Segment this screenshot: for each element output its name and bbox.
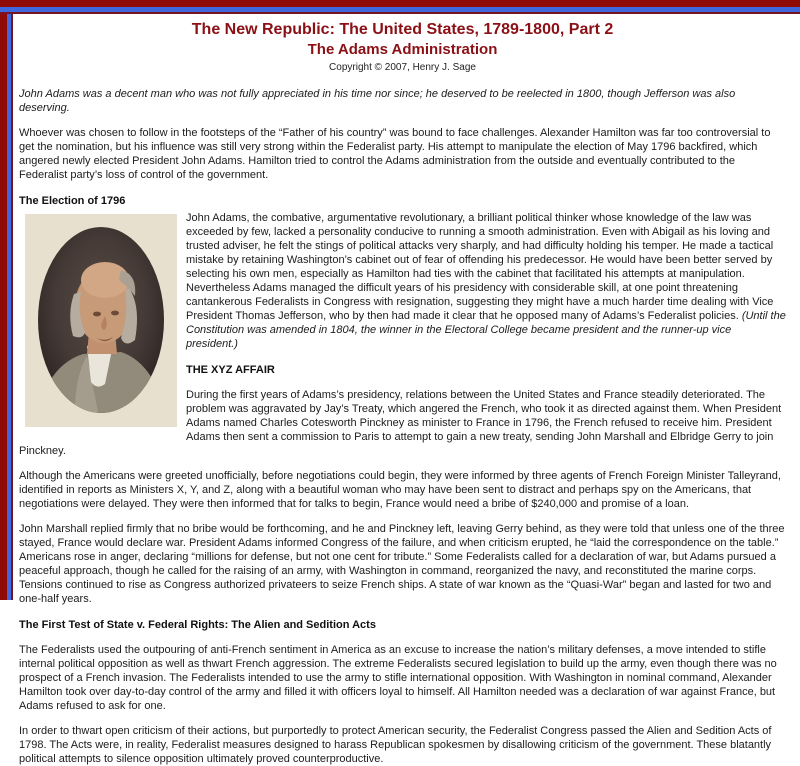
paragraph-although-americans: Although the Americans were greeted unofficially, before negotiations could begin, they were informed by three agents of French Foreign Minister Talleyrand, identified in reports as Ministers X, Y, and Z, along with a beautiful woman who may have been sent to distract and perhaps spy on the Americans, that negotiations were delayed. They were then informed that for talks to begin, France would need a bribe of $240,000 and promise of a loan. — [19, 470, 781, 510]
intro-note: John Adams was a decent man who was not fully appreciated in his time nor since; he deserved to be reelected in 1800, though Jefferson was also deserving. — [19, 88, 736, 114]
copyright-line: Copyright © 2007, Henry J. Sage — [329, 62, 476, 73]
election-section — [19, 211, 786, 511]
page-frame-top-inner — [0, 12, 800, 14]
page-frame-top-outer — [0, 0, 800, 7]
john-adams-portrait-image — [25, 214, 177, 427]
title-block — [19, 20, 786, 74]
section-heading-xyz-affair: THE XYZ AFFAIR — [186, 364, 275, 376]
paragraph-adams-main: John Adams, the combative, argumentative revolutionary, a brilliant political thinker whose knowledge of the law was exceeded by few, lacked a personality conducive to running a smooth administration. Even with Abigail as his loving and trusted adviser, he felt the stings of political attacks very sharply, and had difficulty holding his temper. He made a tactical mistake by retaining Washington’s cabinet out of fear of offending his predecessor. He would have been better served by selecting his own men, especially as Hamilton had ties with the cabinet that facilitated his attempts at manipulation. Nevertheless Adams managed the difficult years of his presidency with considerable skill, at one point threatening cantankerous Federalists in Congress with resignation, suggesting they might have a much harder time dealing with Vice President Thomas Jefferson, who by then had made it clear that he opposed many of Adams’s Federalist policies. — [186, 212, 774, 322]
paragraph-adams-italic-note: (Until the Constitution was amended in 1804, the winner in the Electoral College became president and the runner-up vice president.) — [186, 310, 786, 350]
paragraph-whoever: Whoever was chosen to follow in the footsteps of the “Father of his country” was bound to face challenges. Alexander Hamilton was far too controversial to get the nomination, but his influence was still very strong within the Federalist party. His attempt to manipulate the election of May 1796 backfired, which angered newly elected President John Adams. Hamilton tried to control the Adams administration from the outside and eventually contributed to the Federalist party’s loss of control of the government. — [19, 127, 771, 181]
paragraph-marshall-replied: John Marshall replied firmly that no bribe would be forthcoming, and he and Pinckney left, leaving Gerry behind, as they were told that unless one of the three stayed, France would declare war. President Adams informed Congress of the failure, and when criticism erupted, he “laid the correspondence on the table.” Americans rose in anger, declaring “millions for defense, but not one cent for tribute.” Some Federalists called for a declaration of war, but Adams pursued a peaceful approach, though he called for the raising of an army, with Washington in command, reorganized the navy, and reconstituted the marine corps. Tensions continued to rise as Congress authorized privateers to seize French ships. A state of war known as the “Quasi-War” began and lasted for two and one-half years. — [19, 523, 785, 605]
page-title: The New Republic: The United States, 1789-1800, Part 2 — [191, 21, 614, 38]
paragraph-in-order-to-thwart: In order to thwart open criticism of their actions, but purportedly to protect American security, the Federalist Congress passed the Alien and Sedition Acts of 1798. The Acts were, in reality, Federalist measures designed to harass Republican spokesmen by disallowing criticism of the government. These blatantly political attempts to silence opposition ultimately proved counterproductive. — [19, 725, 772, 765]
document-body — [13, 14, 800, 765]
page-subtitle: The Adams Administration — [307, 41, 498, 58]
page-frame-left-outer — [0, 0, 7, 600]
paragraph-during-first-years: During the first years of Adams’s presidency, relations between the United States and France steadily deteriorated. The problem was aggravated by Jay’s Treaty, which angered the French, who took it as directed against them. When President Adams named Charles Cotesworth Pinckney as minister to France in 1796, the French refused to receive him. President Adams then sent a commission to Paris to attempt to gain a new treaty, sending John Marshall and Elbridge Gerry to join Pinckney. — [19, 389, 782, 457]
page-frame-left-inner — [11, 12, 13, 600]
paragraph-federalists-used: The Federalists used the outpouring of anti-French sentiment in America as an excuse to increase the nation’s military defenses, a move intended to stifle internal political opposition as well as thwart French aggression. The extreme Federalists secured legislation to build up the army, even though there was no prospect of a French invasion. The Federalists intended to use the army to stifle international opposition. With Washington in nominal command, Alexander Hamilton took over day-to-day control of the army and filled it with officers loyal to himself. All Hamilton needed was a declaration of war against France, but Adams refused to ask for one. — [19, 644, 777, 712]
section-heading-election-of-1796: The Election of 1796 — [19, 195, 126, 207]
section-heading-alien-sedition: The First Test of State v. Federal Rights: The Alien and Sedition Acts — [19, 619, 376, 631]
